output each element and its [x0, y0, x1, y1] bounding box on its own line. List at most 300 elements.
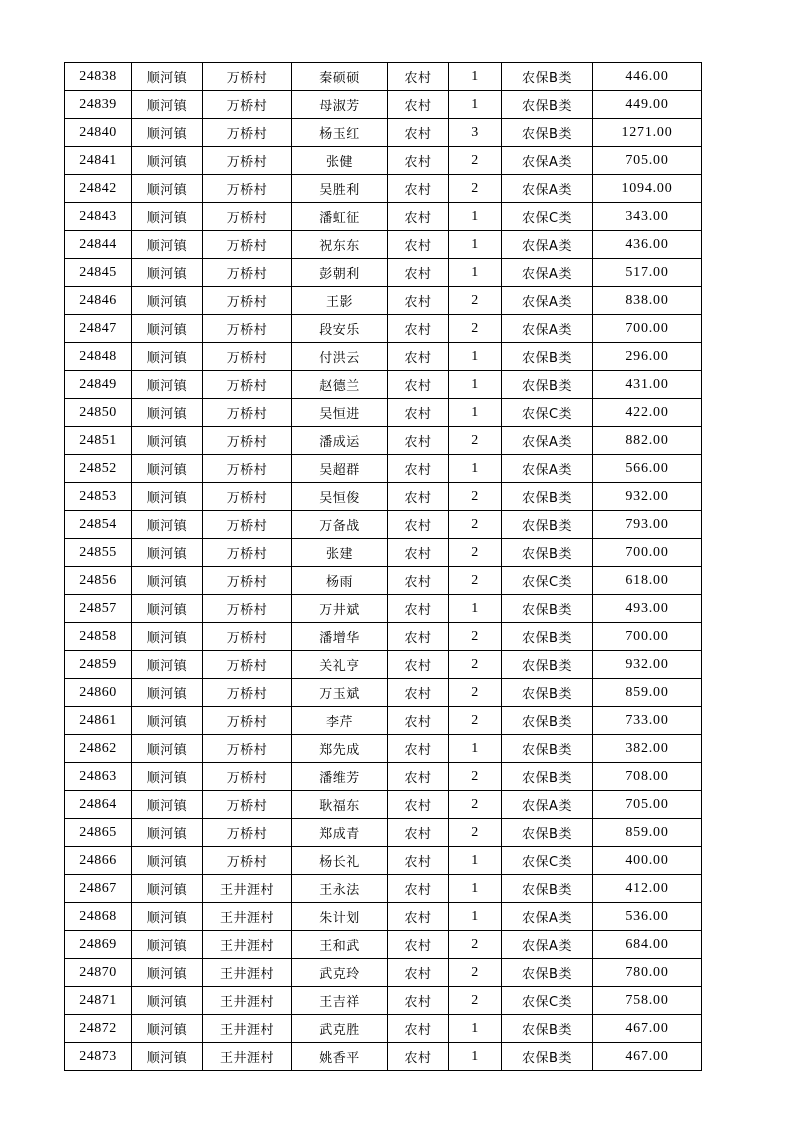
cell-name: [292, 119, 388, 147]
cell-text: 农村: [404, 603, 432, 618]
cell-people-count: [449, 147, 502, 175]
cell-household-type: [388, 147, 449, 175]
cell-village: [203, 567, 292, 595]
cell-text: 顺河镇: [146, 967, 188, 982]
cell-text: 1: [471, 405, 479, 420]
table-row: [65, 315, 702, 343]
cell-id: [65, 707, 132, 735]
cell-text: 农村: [404, 799, 432, 814]
cell-town: [132, 931, 203, 959]
cell-text: 顺河镇: [146, 603, 188, 618]
cell-people-count: [449, 959, 502, 987]
cell-text: 882.00: [625, 433, 669, 448]
cell-text: 顺河镇: [146, 687, 188, 702]
cell-text: 422.00: [625, 405, 669, 420]
cell-text: 彭朝利: [319, 267, 360, 282]
cell-amount: [593, 595, 702, 623]
cell-amount: [593, 371, 702, 399]
cell-text: 农保A类: [522, 267, 572, 282]
cell-village: [203, 119, 292, 147]
cell-text: 农保B类: [522, 127, 572, 142]
cell-text: 万桥村: [226, 827, 268, 842]
cell-text: 2: [471, 321, 479, 336]
cell-text: 万桥村: [226, 715, 268, 730]
cell-text: 万桥村: [226, 687, 268, 702]
cell-text: 24838: [79, 69, 117, 84]
cell-name: [292, 791, 388, 819]
cell-amount: [593, 735, 702, 763]
cell-name: [292, 231, 388, 259]
cell-text: 农村: [404, 407, 432, 422]
cell-id: [65, 511, 132, 539]
cell-id: [65, 259, 132, 287]
cell-text: 2: [471, 545, 479, 560]
cell-household-type: [388, 651, 449, 679]
cell-household-type: [388, 259, 449, 287]
beneficiary-table: [64, 62, 702, 1071]
cell-text: 顺河镇: [146, 155, 188, 170]
cell-text: 顺河镇: [146, 743, 188, 758]
cell-text: 万桥村: [226, 71, 268, 86]
cell-name: [292, 735, 388, 763]
cell-text: 农保B类: [522, 351, 572, 366]
cell-category: [502, 651, 593, 679]
cell-people-count: [449, 679, 502, 707]
cell-text: 农保A类: [522, 435, 572, 450]
cell-category: [502, 763, 593, 791]
cell-text: 1: [471, 909, 479, 924]
cell-text: 517.00: [625, 265, 669, 280]
cell-text: 382.00: [625, 741, 669, 756]
table-row: [65, 371, 702, 399]
cell-text: 顺河镇: [146, 911, 188, 926]
cell-village: [203, 63, 292, 91]
cell-category: [502, 679, 593, 707]
cell-household-type: [388, 119, 449, 147]
cell-text: 2: [471, 293, 479, 308]
table-row: [65, 455, 702, 483]
cell-text: 顺河镇: [146, 771, 188, 786]
cell-category: [502, 875, 593, 903]
cell-text: 24843: [79, 209, 117, 224]
cell-amount: [593, 623, 702, 651]
cell-text: 农村: [404, 967, 432, 982]
cell-text: 农村: [404, 939, 432, 954]
cell-text: 农保A类: [522, 939, 572, 954]
cell-text: 万桥村: [226, 575, 268, 590]
cell-text: 780.00: [625, 965, 669, 980]
table-row: [65, 511, 702, 539]
cell-text: 2: [471, 685, 479, 700]
cell-text: 农保A类: [522, 799, 572, 814]
cell-text: 1: [471, 461, 479, 476]
cell-text: 2: [471, 517, 479, 532]
cell-amount: [593, 707, 702, 735]
cell-people-count: [449, 735, 502, 763]
cell-text: 566.00: [625, 461, 669, 476]
cell-household-type: [388, 343, 449, 371]
cell-town: [132, 903, 203, 931]
cell-text: 24864: [79, 797, 117, 812]
cell-category: [502, 903, 593, 931]
table-row: [65, 847, 702, 875]
cell-text: 24847: [79, 321, 117, 336]
cell-town: [132, 595, 203, 623]
cell-text: 859.00: [625, 685, 669, 700]
cell-id: [65, 371, 132, 399]
cell-text: 郑成青: [319, 827, 360, 842]
cell-amount: [593, 763, 702, 791]
cell-household-type: [388, 847, 449, 875]
cell-text: 24839: [79, 97, 117, 112]
cell-text: 1: [471, 741, 479, 756]
cell-text: 农村: [404, 575, 432, 590]
cell-category: [502, 595, 593, 623]
cell-text: 顺河镇: [146, 379, 188, 394]
cell-village: [203, 595, 292, 623]
cell-household-type: [388, 1043, 449, 1071]
cell-text: 张建: [325, 547, 353, 562]
cell-text: 王井涯村: [219, 1051, 274, 1066]
cell-text: 24853: [79, 489, 117, 504]
table-row: [65, 567, 702, 595]
cell-text: 24854: [79, 517, 117, 532]
cell-id: [65, 63, 132, 91]
cell-amount: [593, 399, 702, 427]
cell-household-type: [388, 455, 449, 483]
cell-text: 万桥村: [226, 183, 268, 198]
cell-text: 顺河镇: [146, 435, 188, 450]
cell-text: 1: [471, 349, 479, 364]
cell-text: 2: [471, 937, 479, 952]
cell-name: [292, 259, 388, 287]
cell-text: 万桥村: [226, 127, 268, 142]
cell-text: 农村: [404, 463, 432, 478]
cell-category: [502, 987, 593, 1015]
cell-people-count: [449, 63, 502, 91]
cell-text: 2: [471, 181, 479, 196]
cell-town: [132, 259, 203, 287]
cell-amount: [593, 343, 702, 371]
cell-people-count: [449, 847, 502, 875]
cell-name: [292, 147, 388, 175]
cell-text: 农保A类: [522, 239, 572, 254]
cell-people-count: [449, 371, 502, 399]
cell-text: 农村: [404, 183, 432, 198]
cell-text: 493.00: [625, 601, 669, 616]
cell-household-type: [388, 931, 449, 959]
table-row: [65, 147, 702, 175]
cell-text: 武克胜: [319, 1023, 360, 1038]
table-row: [65, 763, 702, 791]
table-row: [65, 259, 702, 287]
cell-text: 农村: [404, 547, 432, 562]
cell-text: 农保A类: [522, 183, 572, 198]
table-row: [65, 203, 702, 231]
cell-village: [203, 147, 292, 175]
cell-name: [292, 483, 388, 511]
cell-text: 农保C类: [521, 407, 573, 422]
cell-village: [203, 623, 292, 651]
cell-name: [292, 651, 388, 679]
cell-people-count: [449, 455, 502, 483]
table-row: [65, 175, 702, 203]
cell-text: 顺河镇: [146, 799, 188, 814]
cell-text: 顺河镇: [146, 491, 188, 506]
cell-text: 343.00: [625, 209, 669, 224]
cell-town: [132, 203, 203, 231]
table-row: [65, 651, 702, 679]
cell-category: [502, 959, 593, 987]
cell-id: [65, 567, 132, 595]
cell-people-count: [449, 1015, 502, 1043]
cell-text: 296.00: [625, 349, 669, 364]
cell-text: 农保B类: [522, 715, 572, 730]
cell-text: 24871: [79, 993, 117, 1008]
cell-text: 24873: [79, 1049, 117, 1064]
cell-text: 1: [471, 1049, 479, 1064]
cell-text: 467.00: [625, 1021, 669, 1036]
cell-people-count: [449, 287, 502, 315]
cell-text: 农保A类: [522, 323, 572, 338]
cell-town: [132, 483, 203, 511]
cell-id: [65, 847, 132, 875]
cell-text: 2: [471, 825, 479, 840]
cell-text: 农村: [404, 519, 432, 534]
cell-text: 李芹: [325, 715, 353, 730]
cell-town: [132, 707, 203, 735]
cell-category: [502, 539, 593, 567]
cell-text: 顺河镇: [146, 1051, 188, 1066]
cell-text: 农保A类: [522, 155, 572, 170]
cell-category: [502, 791, 593, 819]
cell-id: [65, 903, 132, 931]
cell-text: 838.00: [625, 293, 669, 308]
cell-text: 1: [471, 69, 479, 84]
cell-amount: [593, 539, 702, 567]
cell-text: 顺河镇: [146, 939, 188, 954]
cell-town: [132, 175, 203, 203]
cell-text: 顺河镇: [146, 71, 188, 86]
cell-town: [132, 623, 203, 651]
cell-text: 顺河镇: [146, 715, 188, 730]
table-row: [65, 595, 702, 623]
cell-people-count: [449, 651, 502, 679]
cell-name: [292, 539, 388, 567]
cell-amount: [593, 931, 702, 959]
cell-text: 1: [471, 601, 479, 616]
cell-category: [502, 1015, 593, 1043]
cell-category: [502, 259, 593, 287]
cell-name: [292, 847, 388, 875]
cell-town: [132, 287, 203, 315]
cell-text: 农保B类: [522, 1023, 572, 1038]
cell-text: 万桥村: [226, 771, 268, 786]
cell-text: 700.00: [625, 629, 669, 644]
cell-id: [65, 343, 132, 371]
cell-village: [203, 483, 292, 511]
table-row: [65, 987, 702, 1015]
table-row: [65, 679, 702, 707]
cell-text: 618.00: [625, 573, 669, 588]
cell-text: 农保B类: [522, 827, 572, 842]
cell-text: 1: [471, 97, 479, 112]
cell-category: [502, 735, 593, 763]
cell-text: 农村: [404, 1051, 432, 1066]
cell-amount: [593, 483, 702, 511]
cell-amount: [593, 147, 702, 175]
cell-text: 2: [471, 797, 479, 812]
cell-amount: [593, 91, 702, 119]
cell-household-type: [388, 511, 449, 539]
cell-household-type: [388, 819, 449, 847]
cell-household-type: [388, 987, 449, 1015]
cell-id: [65, 791, 132, 819]
cell-text: 1: [471, 265, 479, 280]
cell-text: 万桥村: [226, 743, 268, 758]
table-row: [65, 91, 702, 119]
cell-amount: [593, 63, 702, 91]
cell-text: 王井涯村: [219, 911, 274, 926]
cell-id: [65, 959, 132, 987]
cell-people-count: [449, 399, 502, 427]
cell-text: 农保A类: [522, 463, 572, 478]
cell-text: 农保C类: [521, 575, 573, 590]
cell-id: [65, 315, 132, 343]
cell-text: 700.00: [625, 545, 669, 560]
cell-text: 万桥村: [226, 659, 268, 674]
cell-village: [203, 539, 292, 567]
cell-text: 万桥村: [226, 855, 268, 870]
cell-amount: [593, 203, 702, 231]
cell-household-type: [388, 203, 449, 231]
cell-people-count: [449, 567, 502, 595]
cell-text: 24861: [79, 713, 117, 728]
cell-town: [132, 371, 203, 399]
cell-id: [65, 91, 132, 119]
cell-text: 农保B类: [522, 99, 572, 114]
cell-text: 24870: [79, 965, 117, 980]
cell-village: [203, 763, 292, 791]
cell-amount: [593, 427, 702, 455]
cell-text: 王井涯村: [219, 967, 274, 982]
cell-id: [65, 875, 132, 903]
cell-text: 王影: [325, 295, 353, 310]
cell-people-count: [449, 931, 502, 959]
cell-text: 段安乐: [319, 323, 360, 338]
cell-town: [132, 119, 203, 147]
cell-category: [502, 203, 593, 231]
cell-text: 姚香平: [319, 1051, 360, 1066]
cell-text: 932.00: [625, 657, 669, 672]
cell-village: [203, 791, 292, 819]
cell-amount: [593, 1015, 702, 1043]
cell-amount: [593, 791, 702, 819]
cell-id: [65, 231, 132, 259]
cell-text: 顺河镇: [146, 463, 188, 478]
cell-town: [132, 1015, 203, 1043]
cell-text: 1: [471, 1021, 479, 1036]
cell-amount: [593, 987, 702, 1015]
cell-village: [203, 651, 292, 679]
cell-name: [292, 203, 388, 231]
cell-name: [292, 455, 388, 483]
cell-people-count: [449, 1043, 502, 1071]
cell-text: 1271.00: [621, 125, 673, 140]
cell-household-type: [388, 427, 449, 455]
cell-village: [203, 371, 292, 399]
cell-text: 446.00: [625, 69, 669, 84]
cell-text: 24863: [79, 769, 117, 784]
cell-people-count: [449, 315, 502, 343]
cell-text: 24866: [79, 853, 117, 868]
table-row: [65, 819, 702, 847]
cell-text: 农村: [404, 911, 432, 926]
cell-village: [203, 847, 292, 875]
cell-village: [203, 399, 292, 427]
table-row: [65, 483, 702, 511]
cell-text: 24858: [79, 629, 117, 644]
table-row: [65, 1043, 702, 1071]
cell-village: [203, 259, 292, 287]
cell-household-type: [388, 875, 449, 903]
cell-text: 万桥村: [226, 463, 268, 478]
cell-text: 万桥村: [226, 267, 268, 282]
cell-text: 武克玲: [319, 967, 360, 982]
cell-text: 412.00: [625, 881, 669, 896]
cell-town: [132, 343, 203, 371]
cell-text: 24852: [79, 461, 117, 476]
cell-category: [502, 847, 593, 875]
cell-town: [132, 399, 203, 427]
cell-text: 24856: [79, 573, 117, 588]
cell-text: 24865: [79, 825, 117, 840]
table-row: [65, 63, 702, 91]
cell-town: [132, 735, 203, 763]
cell-name: [292, 679, 388, 707]
cell-name: [292, 875, 388, 903]
cell-town: [132, 427, 203, 455]
cell-category: [502, 567, 593, 595]
cell-people-count: [449, 483, 502, 511]
cell-text: 705.00: [625, 153, 669, 168]
cell-text: 农保B类: [522, 547, 572, 562]
cell-text: 农村: [404, 659, 432, 674]
cell-household-type: [388, 595, 449, 623]
cell-id: [65, 987, 132, 1015]
cell-town: [132, 651, 203, 679]
cell-text: 万桥村: [226, 351, 268, 366]
cell-text: 农村: [404, 687, 432, 702]
cell-text: 万桥村: [226, 631, 268, 646]
cell-text: 顺河镇: [146, 99, 188, 114]
cell-text: 关礼亨: [319, 659, 360, 674]
cell-name: [292, 623, 388, 651]
cell-household-type: [388, 1015, 449, 1043]
table-row: [65, 623, 702, 651]
cell-amount: [593, 875, 702, 903]
cell-text: 793.00: [625, 517, 669, 532]
cell-id: [65, 455, 132, 483]
cell-text: 顺河镇: [146, 351, 188, 366]
cell-household-type: [388, 791, 449, 819]
cell-text: 顺河镇: [146, 295, 188, 310]
cell-text: 农村: [404, 99, 432, 114]
cell-name: [292, 315, 388, 343]
cell-text: 万桥村: [226, 799, 268, 814]
cell-text: 潘维芳: [319, 771, 360, 786]
cell-text: 农保B类: [522, 519, 572, 534]
